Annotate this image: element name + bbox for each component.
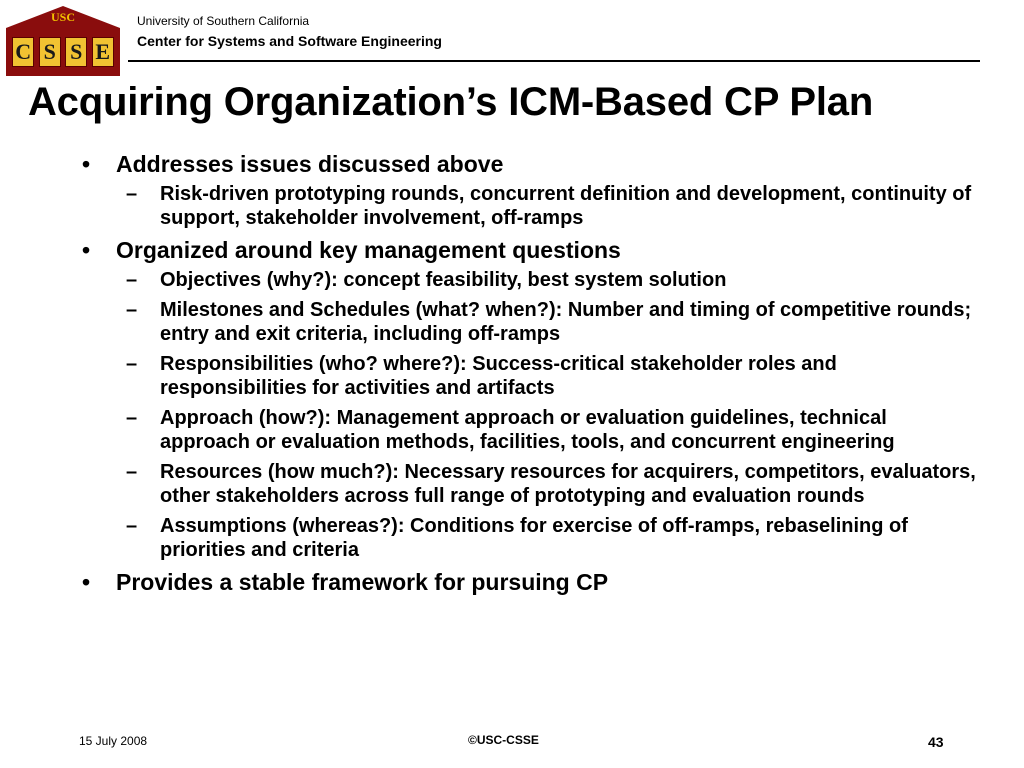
logo-letter: S bbox=[39, 37, 61, 67]
bullet-text: Organized around key management questions bbox=[116, 237, 621, 263]
slide-title: Acquiring Organization’s ICM-Based CP Plan bbox=[28, 80, 874, 124]
sub-bullet-text: Responsibilities (who? where?): Success-critical stakeholder roles and responsibilities for activities and artifacts bbox=[160, 353, 837, 399]
logo-pillars bbox=[6, 34, 120, 70]
sub-bullet-item bbox=[76, 298, 976, 346]
logo-banner-text: USC bbox=[50, 10, 75, 24]
sub-bullet-text: Resources (how much?): Necessary resources for acquirers, competitors, evaluators, other stakeholders across full range of prototyping and evaluation rounds bbox=[160, 461, 976, 507]
sub-bullet-text: Approach (how?): Management approach or evaluation guidelines, technical approach or evaluation methods, facilities, tools, and concurrent engineering bbox=[160, 407, 895, 453]
sub-bullet-mark: – bbox=[126, 515, 138, 537]
bullet-item bbox=[76, 568, 976, 596]
bullet-mark: • bbox=[82, 569, 91, 595]
logo-letter: E bbox=[92, 37, 114, 67]
footer-date: 15 July 2008 bbox=[79, 734, 148, 748]
bullet-item bbox=[76, 150, 976, 178]
sub-bullet-mark: – bbox=[126, 183, 138, 205]
usc-csse-logo bbox=[6, 6, 120, 76]
sub-bullet-list bbox=[76, 182, 976, 230]
sub-bullet-text: Milestones and Schedules (what? when?): Number and timing of competitive rounds; entry and exit criteria, including off-ramps bbox=[160, 299, 972, 345]
sub-bullet-item bbox=[76, 182, 976, 230]
header-divider bbox=[128, 60, 980, 62]
logo-letter: S bbox=[65, 37, 87, 67]
sub-bullet-mark: – bbox=[126, 461, 138, 483]
bullet-item bbox=[76, 236, 976, 264]
sub-bullet-mark: – bbox=[126, 299, 138, 321]
bullet-text: Addresses issues discussed above bbox=[116, 151, 504, 177]
sub-bullet-mark: – bbox=[126, 407, 138, 429]
sub-bullet-text: Assumptions (whereas?): Conditions for exercise of off-ramps, rebaselining of priorities and criteria bbox=[160, 515, 908, 561]
sub-bullet-text: Risk-driven prototyping rounds, concurrent definition and development, continuity of support, stakeholder involvement, off-ramps bbox=[160, 183, 972, 229]
sub-bullet-item bbox=[76, 406, 976, 454]
sub-bullet-item bbox=[76, 460, 976, 508]
bullet-mark: • bbox=[82, 151, 91, 177]
logo-base bbox=[6, 70, 120, 76]
footer-copyright: ©USC-CSSE bbox=[468, 733, 539, 747]
page-number: 43 bbox=[928, 734, 944, 750]
sub-bullet-item bbox=[76, 352, 976, 400]
sub-bullet-item bbox=[76, 514, 976, 562]
slide-content bbox=[76, 150, 976, 596]
sub-bullet-mark: – bbox=[126, 353, 138, 375]
logo-letter: C bbox=[12, 37, 34, 67]
sub-bullet-text: Objectives (why?): concept feasibility, best system solution bbox=[160, 269, 727, 291]
center-name: Center for Systems and Software Engineering bbox=[137, 33, 442, 49]
organization-name: University of Southern California bbox=[137, 14, 310, 28]
sub-bullet-list bbox=[76, 268, 976, 562]
bullet-text: Provides a stable framework for pursuing CP bbox=[116, 569, 609, 595]
sub-bullet-item bbox=[76, 268, 976, 292]
bullet-mark: • bbox=[82, 237, 91, 263]
sub-bullet-mark: – bbox=[126, 269, 138, 291]
